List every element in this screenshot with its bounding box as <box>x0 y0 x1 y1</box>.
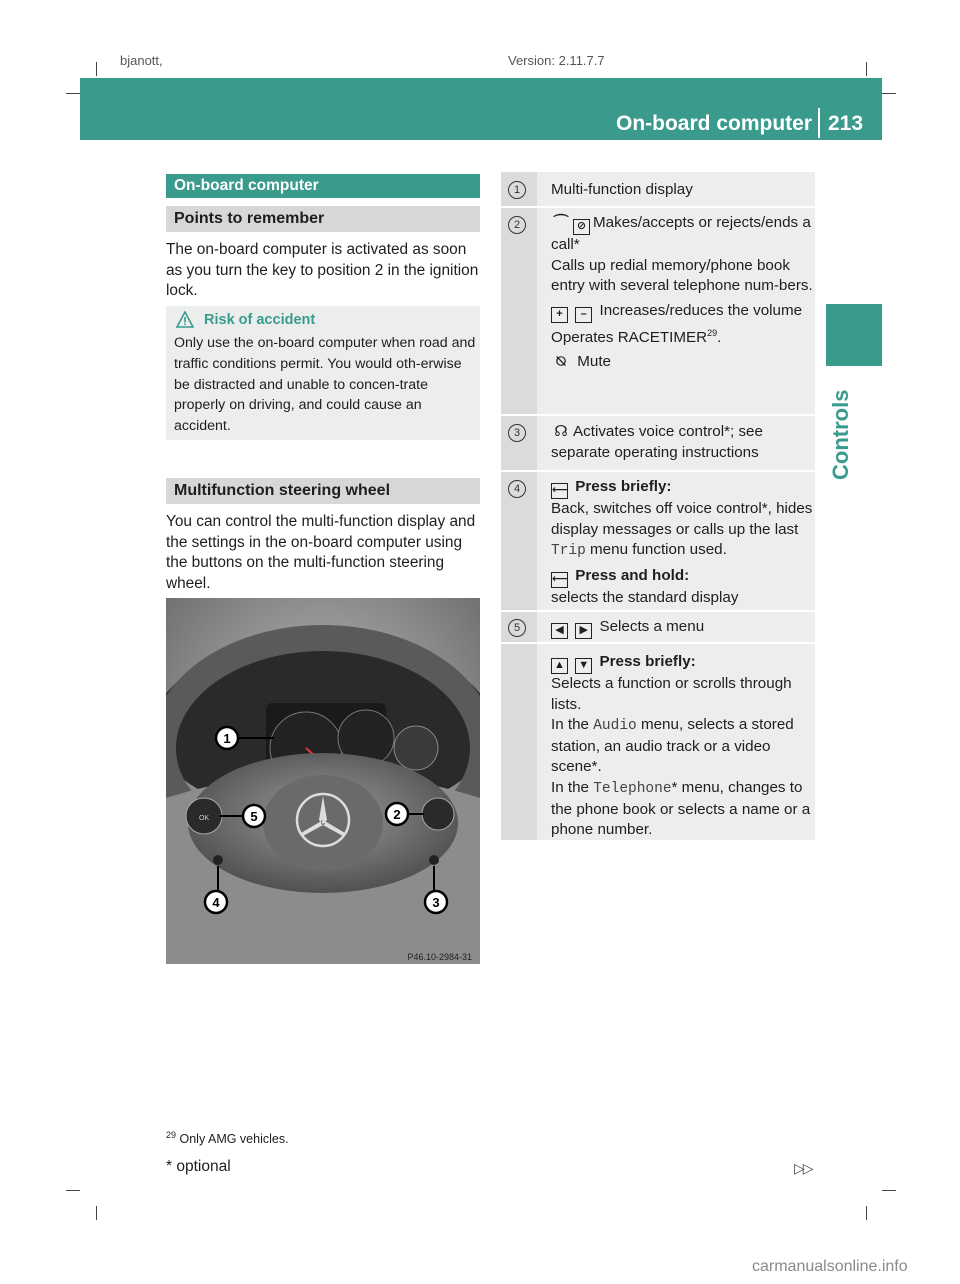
print-meta-left: bjanott, <box>120 54 163 68</box>
item-number: 1 <box>508 181 526 199</box>
crop-mark <box>96 1206 97 1220</box>
item-number: 2 <box>508 216 526 234</box>
crop-mark <box>882 1190 896 1191</box>
svg-text:OK: OK <box>198 815 210 822</box>
volume-down-icon: – <box>575 307 592 323</box>
chapter-tab <box>826 304 882 366</box>
figure-code: P46.10-2984-31 <box>407 952 472 962</box>
chapter-label: Controls <box>828 389 853 480</box>
item-description: ☊ Activates voice control*; see separate operating instructions <box>551 423 763 461</box>
voice-control-icon: ☊ <box>554 423 568 440</box>
back-icon: ⟵ <box>551 572 568 588</box>
item-description: ◀ ▶ Selects a menu <box>551 617 813 639</box>
optional-note: * optional <box>166 1158 231 1175</box>
crop-mark <box>66 93 80 94</box>
table-row <box>501 644 815 842</box>
arrow-up-icon: ▲ <box>551 658 568 674</box>
table-row <box>501 472 815 612</box>
item-description: Multi-function display <box>551 181 693 198</box>
footnote: $^{29}$ Only AMG vehicles. <box>166 1130 289 1147</box>
phone-accept-icon: ⌒ <box>553 214 569 231</box>
warning-triangle-icon <box>176 311 194 328</box>
item-description: ⟵ Press briefly: Back, switches off voice control*, hides display messages or calls up the last Trip menu function used. ⟵ Press and hold: selects the standard display <box>551 478 813 606</box>
svg-text:2: 2 <box>393 807 401 822</box>
mute-icon: ⍉ <box>556 353 566 371</box>
back-icon: ⟵ <box>551 483 568 499</box>
crop-mark <box>866 62 867 76</box>
svg-text:5: 5 <box>250 809 258 824</box>
crop-mark <box>882 93 896 94</box>
header-separator <box>818 108 820 138</box>
crop-mark <box>96 62 97 76</box>
section-heading: On-board computer <box>166 174 480 198</box>
arrow-down-icon: ▼ <box>575 658 592 674</box>
subsection-heading: Multifunction steering wheel <box>166 478 480 504</box>
steering-paragraph: You can control the multi-function display and the settings in the on-board computer using the buttons on the multi-function steering wheel. <box>166 513 476 592</box>
phone-end-icon: ⊘ <box>573 219 590 235</box>
volume-up-icon: + <box>551 307 568 323</box>
warning-title: Risk of accident <box>204 312 316 328</box>
item-description: ⌒ ⊘ Makes/accepts or rejects/ends a call* Calls up redial memory/phone book entry with several telephone num-bers. + – Increases/reduces the volume Operates RACETIMER$^{29}$. ⍉ Mute <box>551 213 813 373</box>
warning-text: Only use the on-board computer when road and traffic conditions permit. You would oth-erwise be distracted and unable to concen-trate properly on driving, and could cause an accident. <box>174 335 476 435</box>
item-number: 5 <box>508 619 526 637</box>
svg-text:3: 3 <box>432 895 440 910</box>
svg-text:4: 4 <box>212 895 220 910</box>
page-number: 213 <box>828 112 864 135</box>
table-row <box>501 612 815 644</box>
watermark: carmanualsonline.info <box>752 1258 908 1275</box>
intro-paragraph: The on-board computer is activated as soon as you turn the key to position 2 in the ignition lock. <box>166 241 479 300</box>
item-number: 3 <box>508 424 526 442</box>
svg-text:1: 1 <box>223 731 231 746</box>
print-meta-right: Version: 2.11.7.7 <box>508 54 605 68</box>
crop-mark <box>66 1190 80 1191</box>
arrow-right-icon: ▶ <box>575 623 592 639</box>
crop-mark <box>866 1206 867 1220</box>
item-description: ▲ ▼ Press briefly: Selects a function or scrolls through lists. In the Audio menu, selects a stored station, an audio track or a video scene*. In the Telephone* menu, changes to the phone book or selects a name or a phone number. <box>551 653 811 839</box>
table-row <box>501 208 815 416</box>
item-number: 4 <box>508 480 526 498</box>
continue-arrows-icon: ▷▷ <box>794 1160 812 1176</box>
arrow-left-icon: ◀ <box>551 623 568 639</box>
subsection-heading: Points to remember <box>166 206 480 232</box>
running-title: On-board computer <box>616 112 813 135</box>
table-row <box>501 172 815 208</box>
table-row <box>501 416 815 472</box>
steering-wheel-photo <box>166 598 480 964</box>
